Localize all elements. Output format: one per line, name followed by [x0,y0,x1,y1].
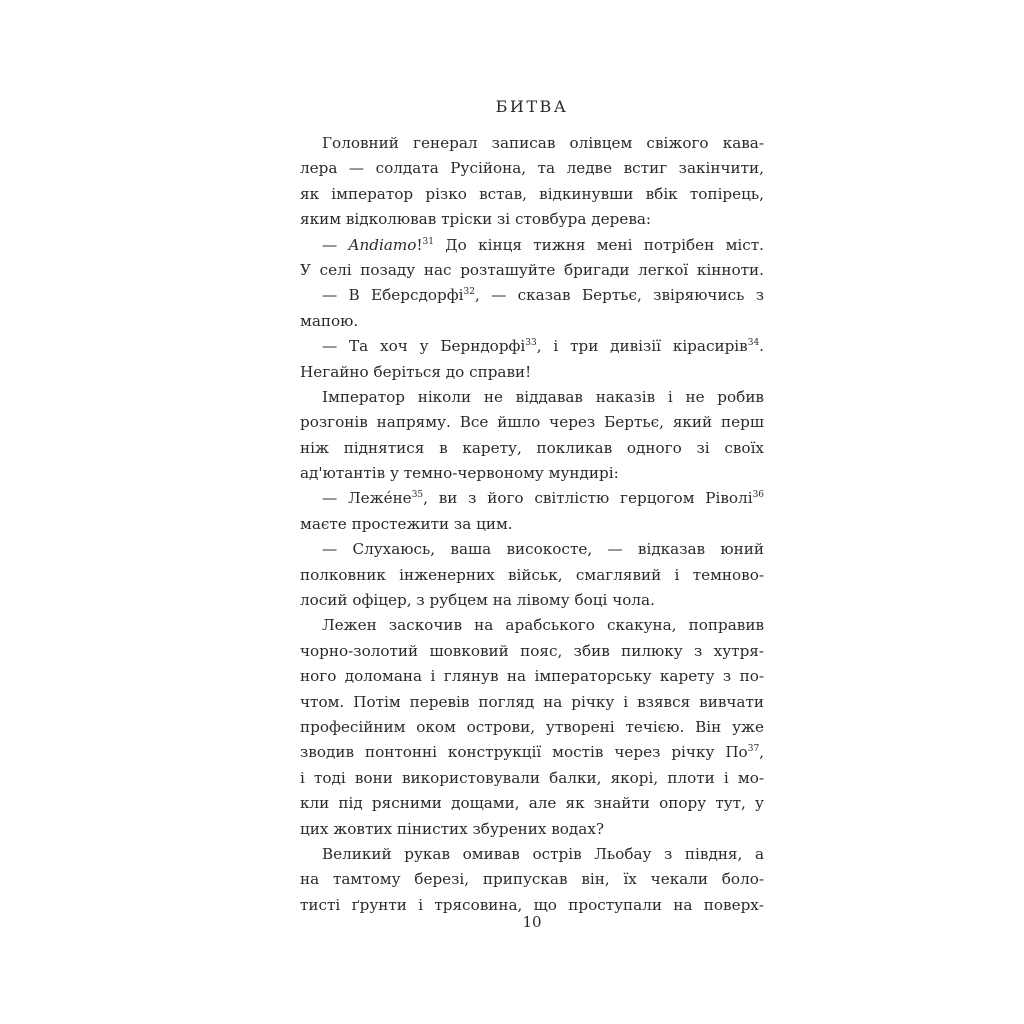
text-line: ного доломана і глянув на імператорську карету з по- [300,667,764,686]
italic-word: Andiamo [348,235,417,254]
line-start: — Та хоч у Берндорфі [322,337,526,356]
line-end: . [759,337,764,356]
text-line: тисті ґрунти і трясовина, що проступали на поверх- [300,895,764,914]
line-rest: , [759,743,764,762]
text-line: чорно-золотий шовковий пояс, збив пилюку з хутря- [300,641,764,660]
text-line: маєте простежити за цим. [300,514,513,533]
text-line [300,740,764,765]
text-line: Лежен заскочив на арабського скакуна, поправив [322,616,764,635]
text-line: на тамтому березі, припускав він, їх чекали боло- [300,870,764,889]
text-line: чтом. Потім перевів погляд на річку і взявся вивчати [300,692,764,711]
line-start: зводив понтонні конструкції мостів через річку По [300,743,748,762]
text-line: У селі позаду нас розташуйте бригади легкої кінноти. [300,260,764,279]
footnote-marker: 35 [411,490,424,501]
footnote-marker: 36 [752,490,764,501]
text-line: ад'ютантів у темно-червоному мундирі: [300,464,619,483]
text-line: професійним оком острови, утворені течією. Він уже [300,717,764,736]
text-line: Імператор ніколи не віддавав наказів і не робив [322,387,764,406]
text-line: лера — солдата Русійона, та ледве встиг закінчити, [300,159,764,178]
text-line: і тоді вони використовували балки, якорі, плоти і мо- [300,768,764,787]
text-line: кли під рясними дощами, але як знайти опору тут, у [300,794,764,813]
text-line: Негайно беріться до справи! [300,362,532,381]
text-line: полковник інженерних військ, смаглявий і темново- [300,565,764,584]
footnote-marker: 32 [463,287,475,298]
page-number: 10 [522,913,542,931]
exclamation: ! [416,235,423,254]
running-head: БИТВА [495,97,569,116]
line-rest: , і три дивізії кірасирів [536,337,748,356]
line-start: — Леже́не [322,489,412,508]
text-line: Великий рукав омивав острів Льобау з півдня, а [322,844,764,863]
line-start: — В Еберсдорфі [322,286,464,305]
line-rest: До кінця тижня мені потрібен міст. [434,235,764,254]
dash: — [322,235,349,254]
footnote-marker: 33 [525,338,537,349]
body-text [300,131,764,918]
text-line: розгонів напряму. Все йшло через Бертьє, який перш [300,413,764,432]
text-line: яким відколював тріски зі стовбура дерева: [300,210,652,229]
text-line: — Слухаюсь, ваша високосте, — відказав юний [322,540,764,559]
text-line: лосий офіцер, з рубцем на лівому боці чола. [300,591,655,610]
text-line: ніж піднятися в карету, покликав одного зі своїх [300,438,764,457]
text-line [300,486,764,511]
footnote-marker: 31 [422,236,434,247]
text-line: цих жовтих пінистих збурених водах? [300,819,605,838]
text-line: як імператор різко встав, відкинувши вбік топірець, [300,184,764,203]
footnote-marker: 34 [747,338,760,349]
footnote-marker: 37 [747,744,760,755]
text-line [300,334,764,359]
text-line [300,233,764,258]
text-line: Головний генерал записав олівцем свіжого кава- [322,134,764,152]
text-line: мапою. [300,311,359,330]
text-line [300,283,764,308]
line-rest: , — сказав Бертьє, звіряючись з [474,286,764,305]
line-rest: , ви з його світлістю герцогом Ріволі [423,489,753,508]
